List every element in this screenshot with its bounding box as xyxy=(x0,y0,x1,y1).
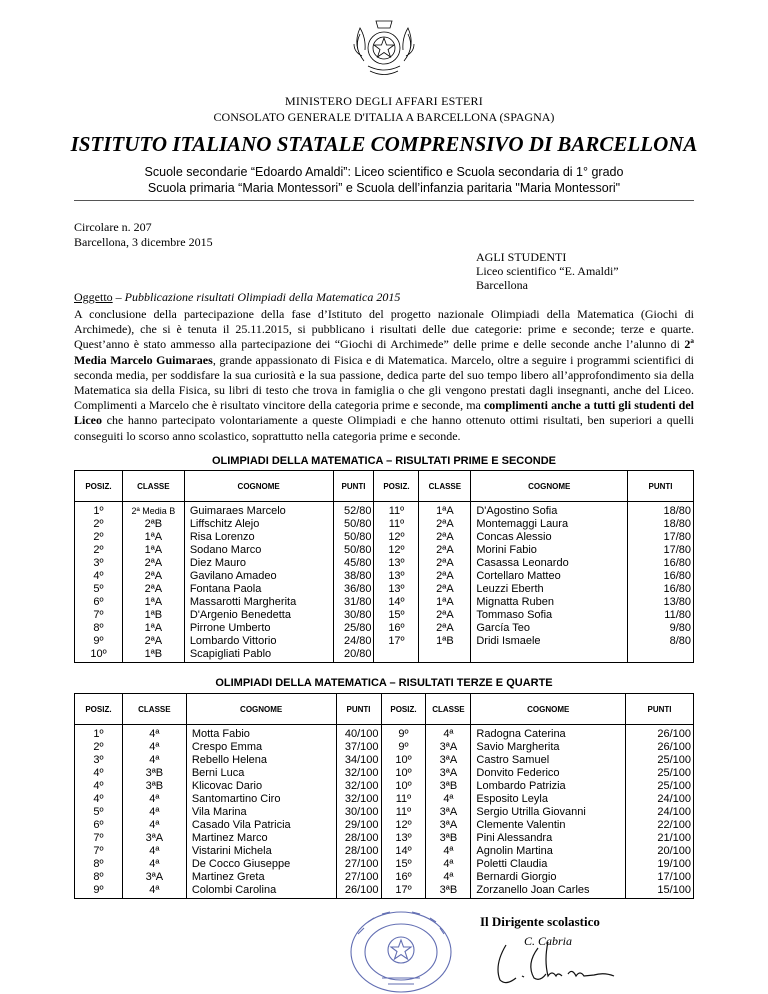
class-cell: 4ª xyxy=(122,884,186,899)
institute-title: ISTITUTO ITALIANO STATALE COMPRENSIVO DI BARCELLONA xyxy=(70,132,698,156)
name-cell: Motta Fabio xyxy=(186,725,336,742)
class-cell: 1ªA xyxy=(122,544,184,557)
class-cell: 2ªA xyxy=(122,583,184,596)
score-cell: 30/100 xyxy=(336,806,381,819)
name-cell: Lombardo Vittorio xyxy=(184,635,333,648)
class-cell: 1ªA xyxy=(419,596,471,609)
recipient-line-1: AGLI STUDENTI xyxy=(476,250,567,264)
name-cell: Guimaraes Marcelo xyxy=(184,502,333,519)
body-bold-1: 2ª Media Marcelo Guimaraes xyxy=(74,337,694,367)
score-cell: 18/80 xyxy=(628,518,694,531)
class-cell: 3ªA xyxy=(426,767,471,780)
column-header: PUNTI xyxy=(626,694,694,725)
name-cell: Pini Alessandra xyxy=(471,832,626,845)
republic-emblem-icon xyxy=(334,16,434,86)
class-cell: 2ªA xyxy=(122,635,184,648)
name-cell: Montemaggi Laura xyxy=(471,518,628,531)
score-cell: 25/80 xyxy=(333,622,374,635)
position-cell: 2º xyxy=(75,531,123,544)
table-row xyxy=(75,609,694,622)
header-divider xyxy=(74,200,694,201)
class-cell: 3ªA xyxy=(122,832,186,845)
score-cell: 45/80 xyxy=(333,557,374,570)
score-cell: 32/100 xyxy=(336,793,381,806)
column-header: COGNOME xyxy=(184,471,333,502)
position-cell: 7º xyxy=(75,845,123,858)
name-cell: García Teo xyxy=(471,622,628,635)
position-cell: 4º xyxy=(75,793,123,806)
position-cell: 9º xyxy=(381,741,426,754)
score-cell: 40/100 xyxy=(336,725,381,742)
score-cell: 30/80 xyxy=(333,609,374,622)
table-row xyxy=(75,780,694,793)
score-cell: 26/100 xyxy=(336,884,381,899)
name-cell: Crespo Emma xyxy=(186,741,336,754)
class-cell: 2ªA xyxy=(419,609,471,622)
position-cell: 14º xyxy=(381,845,426,858)
schools-subtitle-2: Scuola primaria “Maria Montessori” e Scuola dell’infanzia paritaria "Maria Montessori" xyxy=(147,181,621,195)
name-cell: Morini Fabio xyxy=(471,544,628,557)
score-cell: 24/100 xyxy=(626,793,694,806)
position-cell: 11º xyxy=(374,518,419,531)
class-cell: 4ª xyxy=(122,845,186,858)
position-cell: 10º xyxy=(381,780,426,793)
subject-text: – Pubblicazione risultati Olimpiadi della Matematica 2015 xyxy=(112,290,401,304)
position-cell: 5º xyxy=(75,583,123,596)
table-row xyxy=(75,741,694,754)
score-cell: 32/100 xyxy=(336,780,381,793)
score-cell: 31/80 xyxy=(333,596,374,609)
table1-title: OLIMPIADI DELLA MATEMATICA – RISULTATI PRIME E SECONDE xyxy=(211,455,557,467)
class-cell: 2ªA xyxy=(419,557,471,570)
score-cell: 50/80 xyxy=(333,544,374,557)
class-cell: 2ª Media B xyxy=(122,502,184,519)
table-row xyxy=(75,518,694,531)
name-cell: Zorzanello Joan Carles xyxy=(471,884,626,899)
score-cell: 24/100 xyxy=(626,806,694,819)
class-cell: 4ª xyxy=(122,806,186,819)
table-row xyxy=(75,725,694,742)
name-cell: Cortellaro Matteo xyxy=(471,570,628,583)
score-cell: 50/80 xyxy=(333,518,374,531)
score-cell: 16/80 xyxy=(628,557,694,570)
name-cell: Leuzzi Eberth xyxy=(471,583,628,596)
score-cell: 16/80 xyxy=(628,570,694,583)
name-cell: Scapigliati Pablo xyxy=(184,648,333,663)
school-stamp-icon xyxy=(342,904,460,994)
position-cell: 6º xyxy=(75,819,123,832)
score-cell: 25/100 xyxy=(626,754,694,767)
position-cell: 1º xyxy=(75,725,123,742)
class-cell: 3ªB xyxy=(426,780,471,793)
name-cell: Santomartino Ciro xyxy=(186,793,336,806)
score-cell: 17/80 xyxy=(628,531,694,544)
score-cell: 25/100 xyxy=(626,767,694,780)
table-row xyxy=(75,570,694,583)
class-cell: 2ªB xyxy=(122,518,184,531)
column-header: PUNTI xyxy=(628,471,694,502)
column-header: PUNTI xyxy=(336,694,381,725)
position-cell: 1º xyxy=(75,502,123,519)
position-cell: 13º xyxy=(374,570,419,583)
name-cell: Lombardo Patrizia xyxy=(471,780,626,793)
name-cell: Rebello Helena xyxy=(186,754,336,767)
score-cell: 18/80 xyxy=(628,502,694,519)
score-cell: 52/80 xyxy=(333,502,374,519)
position-cell: 17º xyxy=(374,635,419,648)
recipient-line-2: Liceo scientifico “E. Amaldi” xyxy=(476,264,619,278)
score-cell xyxy=(628,648,694,663)
name-cell: Esposito Leyla xyxy=(471,793,626,806)
name-cell: Radogna Caterina xyxy=(471,725,626,742)
position-cell: 11º xyxy=(381,793,426,806)
class-cell: 4ª xyxy=(122,725,186,742)
position-cell: 8º xyxy=(75,858,123,871)
position-cell: 10º xyxy=(75,648,123,663)
class-cell: 4ª xyxy=(426,871,471,884)
score-cell: 27/100 xyxy=(336,858,381,871)
name-cell: Casado Vila Patricia xyxy=(186,819,336,832)
name-cell: Agnolin Martina xyxy=(471,845,626,858)
class-cell: 4ª xyxy=(122,858,186,871)
circular-date: Barcellona, 3 dicembre 2015 xyxy=(74,235,213,249)
class-cell: 1ªA xyxy=(122,596,184,609)
score-cell: 36/80 xyxy=(333,583,374,596)
name-cell: Tommaso Sofia xyxy=(471,609,628,622)
class-cell: 1ªB xyxy=(122,648,184,663)
table-row xyxy=(75,596,694,609)
subject-label: Oggetto xyxy=(74,290,113,304)
column-header: POSIZ. xyxy=(374,471,419,502)
score-cell: 28/100 xyxy=(336,832,381,845)
score-cell: 29/100 xyxy=(336,819,381,832)
name-cell: Sergio Utrilla Giovanni xyxy=(471,806,626,819)
name-cell: Diez Mauro xyxy=(184,557,333,570)
recipient-line-3: Barcellona xyxy=(476,278,528,292)
class-cell: 3ªB xyxy=(426,832,471,845)
body-bold-2: complimenti anche a tutti gli studenti del Liceo xyxy=(74,398,694,428)
table-row xyxy=(75,793,694,806)
name-cell: Donvito Federico xyxy=(471,767,626,780)
table-row xyxy=(75,502,694,519)
table-row xyxy=(75,544,694,557)
circular-body xyxy=(74,307,694,444)
score-cell: 13/80 xyxy=(628,596,694,609)
column-header: POSIZ. xyxy=(75,694,123,725)
position-cell: 4º xyxy=(75,570,123,583)
position-cell: 10º xyxy=(381,754,426,767)
handwritten-signature-icon xyxy=(486,930,636,990)
class-cell: 3ªA xyxy=(426,754,471,767)
results-table-terze-quarte xyxy=(74,693,694,899)
position-cell: 12º xyxy=(374,531,419,544)
column-header: CLASSE xyxy=(122,694,186,725)
score-cell: 17/80 xyxy=(628,544,694,557)
score-cell: 24/80 xyxy=(333,635,374,648)
name-cell: Risa Lorenzo xyxy=(184,531,333,544)
class-cell: 4ª xyxy=(122,793,186,806)
position-cell: 8º xyxy=(75,871,123,884)
name-cell: D'Agostino Sofia xyxy=(471,502,628,519)
class-cell: 1ªB xyxy=(122,609,184,622)
column-header: COGNOME xyxy=(471,471,628,502)
score-cell: 20/100 xyxy=(626,845,694,858)
name-cell: Concas Alessio xyxy=(471,531,628,544)
position-cell: 14º xyxy=(374,596,419,609)
name-cell: Liffschitz Alejo xyxy=(184,518,333,531)
class-cell: 4ª xyxy=(122,741,186,754)
name-cell: Klicovac Dario xyxy=(186,780,336,793)
column-header: CLASSE xyxy=(122,471,184,502)
table-row xyxy=(75,884,694,899)
score-cell: 25/100 xyxy=(626,780,694,793)
circular-number: Circolare n. 207 xyxy=(74,220,152,234)
name-cell: Castro Samuel xyxy=(471,754,626,767)
score-cell: 19/100 xyxy=(626,858,694,871)
name-cell: Fontana Paola xyxy=(184,583,333,596)
position-cell: 9º xyxy=(75,884,123,899)
table-header-row xyxy=(75,471,694,502)
score-cell: 15/100 xyxy=(626,884,694,899)
class-cell: 4ª xyxy=(122,754,186,767)
class-cell: 2ªA xyxy=(419,622,471,635)
position-cell: 8º xyxy=(75,622,123,635)
position-cell: 3º xyxy=(75,557,123,570)
name-cell: Vila Marina xyxy=(186,806,336,819)
table-row xyxy=(75,845,694,858)
position-cell: 2º xyxy=(75,741,123,754)
name-cell xyxy=(471,648,628,663)
class-cell: 1ªA xyxy=(419,502,471,519)
class-cell: 3ªA xyxy=(426,819,471,832)
table-row xyxy=(75,648,694,663)
name-cell: Martinez Marco xyxy=(186,832,336,845)
class-cell: 2ªA xyxy=(419,570,471,583)
score-cell: 38/80 xyxy=(333,570,374,583)
ministry-heading: MINISTERO DEGLI AFFARI ESTERI xyxy=(285,94,483,108)
position-cell: 9º xyxy=(381,725,426,742)
position-cell: 17º xyxy=(381,884,426,899)
class-cell: 3ªB xyxy=(122,767,186,780)
name-cell: Berni Luca xyxy=(186,767,336,780)
results-table-prime-seconde xyxy=(74,470,694,663)
score-cell: 16/80 xyxy=(628,583,694,596)
score-cell: 28/100 xyxy=(336,845,381,858)
position-cell: 3º xyxy=(75,754,123,767)
name-cell: Massarotti Margherita xyxy=(184,596,333,609)
name-cell: Dridi Ismaele xyxy=(471,635,628,648)
class-cell: 4ª xyxy=(426,793,471,806)
position-cell: 15º xyxy=(381,858,426,871)
class-cell: 4ª xyxy=(426,725,471,742)
column-header: COGNOME xyxy=(471,694,626,725)
score-cell: 26/100 xyxy=(626,741,694,754)
subject-line xyxy=(74,290,400,305)
name-cell: Martinez Greta xyxy=(186,871,336,884)
position-cell: 12º xyxy=(374,544,419,557)
position-cell: 13º xyxy=(381,832,426,845)
position-cell: 12º xyxy=(381,819,426,832)
score-cell: 32/100 xyxy=(336,767,381,780)
class-cell: 1ªA xyxy=(122,531,184,544)
score-cell: 34/100 xyxy=(336,754,381,767)
position-cell xyxy=(374,648,419,663)
class-cell: 3ªA xyxy=(122,871,186,884)
name-cell: Mignatta Ruben xyxy=(471,596,628,609)
score-cell: 27/100 xyxy=(336,871,381,884)
score-cell: 21/100 xyxy=(626,832,694,845)
class-cell xyxy=(419,648,471,663)
class-cell: 3ªB xyxy=(426,884,471,899)
name-cell: D'Argenio Benedetta xyxy=(184,609,333,622)
column-header: CLASSE xyxy=(426,694,471,725)
signatory-name: C. Cabria xyxy=(524,934,573,948)
table-row xyxy=(75,819,694,832)
name-cell: Savio Margherita xyxy=(471,741,626,754)
name-cell: Poletti Claudia xyxy=(471,858,626,871)
position-cell: 4º xyxy=(75,767,123,780)
table-row xyxy=(75,806,694,819)
name-cell: Gavilano Amadeo xyxy=(184,570,333,583)
table-row xyxy=(75,622,694,635)
class-cell: 2ªA xyxy=(419,583,471,596)
score-cell: 37/100 xyxy=(336,741,381,754)
table-header-row xyxy=(75,694,694,725)
table-row xyxy=(75,754,694,767)
name-cell: Sodano Marco xyxy=(184,544,333,557)
position-cell: 13º xyxy=(374,583,419,596)
score-cell: 17/100 xyxy=(626,871,694,884)
class-cell: 1ªA xyxy=(122,622,184,635)
table-row xyxy=(75,832,694,845)
position-cell: 7º xyxy=(75,832,123,845)
body-text-3: che hanno partecipato volontariamente a queste Olimpiadi e che hanno ottenuto ottimi risultati, ben superiori a quelli conseguiti lo scorso anno scolastico, soprattutto nella categoria prime e seconde. xyxy=(74,413,694,443)
table-row xyxy=(75,635,694,648)
name-cell: De Cocco Giuseppe xyxy=(186,858,336,871)
class-cell: 4ª xyxy=(426,858,471,871)
table2-title: OLIMPIADI DELLA MATEMATICA – RISULTATI TERZE E QUARTE xyxy=(215,677,553,689)
table-row xyxy=(75,583,694,596)
name-cell: Casassa Leonardo xyxy=(471,557,628,570)
score-cell: 9/80 xyxy=(628,622,694,635)
signatory-title: Il Dirigente scolastico xyxy=(480,914,600,929)
score-cell: 20/80 xyxy=(333,648,374,663)
score-cell: 22/100 xyxy=(626,819,694,832)
position-cell: 13º xyxy=(374,557,419,570)
position-cell: 16º xyxy=(381,871,426,884)
class-cell: 2ªA xyxy=(419,531,471,544)
class-cell: 3ªA xyxy=(426,806,471,819)
name-cell: Vistarini Michela xyxy=(186,845,336,858)
column-header: COGNOME xyxy=(186,694,336,725)
column-header: CLASSE xyxy=(419,471,471,502)
position-cell: 7º xyxy=(75,609,123,622)
class-cell: 3ªA xyxy=(426,741,471,754)
position-cell: 11º xyxy=(381,806,426,819)
table-row xyxy=(75,767,694,780)
class-cell: 2ªA xyxy=(419,544,471,557)
class-cell: 1ªB xyxy=(419,635,471,648)
position-cell: 10º xyxy=(381,767,426,780)
table-row xyxy=(75,531,694,544)
position-cell: 16º xyxy=(374,622,419,635)
score-cell: 8/80 xyxy=(628,635,694,648)
class-cell: 4ª xyxy=(426,845,471,858)
class-cell: 2ªA xyxy=(419,518,471,531)
position-cell: 2º xyxy=(75,544,123,557)
schools-subtitle-1: Scuole secondarie “Edoardo Amaldi”: Liceo scientifico e Scuola secondaria di 1° grado xyxy=(144,165,624,179)
position-cell: 4º xyxy=(75,780,123,793)
column-header: POSIZ. xyxy=(381,694,426,725)
consulate-heading: CONSOLATO GENERALE D'ITALIA A BARCELLONA (SPAGNA) xyxy=(213,110,555,124)
score-cell: 26/100 xyxy=(626,725,694,742)
position-cell: 15º xyxy=(374,609,419,622)
class-cell: 4ª xyxy=(122,819,186,832)
class-cell: 2ªA xyxy=(122,557,184,570)
score-cell: 11/80 xyxy=(628,609,694,622)
body-text-1: A conclusione della partecipazione della fase d’Istituto del progetto nazionale Olimpiadi della Matematica (Giochi di Archimede), che si è tenuta il 25.11.2015, si pubblicano i risultati delle due categorie: prime e seconde; terze e quarte. Quest’anno è stato ammesso alla partecipazione dei “Giochi di Archimede” delle prime e delle seconde anche l’alunno di xyxy=(74,307,694,352)
position-cell: 11º xyxy=(374,502,419,519)
body-text-2: , grande appassionato di Fisica e di Matematica. Marcelo, oltre a seguire i programmi scientifici di seconda media, per soddisfare la sua curiosità e la sua passione, dedica parte del suo tempo libero all’approfondimento sia della Matematica sia della Fisica, su libri di testo che trova in famiglia o che gli vengono prestati dagli insegnanti, anche del Liceo. Complimenti a Marcelo che è risultato vincitore della categoria prime e seconde, ma xyxy=(74,352,694,413)
name-cell: Pirrone Umberto xyxy=(184,622,333,635)
name-cell: Clemente Valentin xyxy=(471,819,626,832)
class-cell: 3ªB xyxy=(122,780,186,793)
table-row xyxy=(75,557,694,570)
column-header: POSIZ. xyxy=(75,471,123,502)
column-header: PUNTI xyxy=(333,471,374,502)
name-cell: Colombi Carolina xyxy=(186,884,336,899)
score-cell: 50/80 xyxy=(333,531,374,544)
name-cell: Bernardi Giorgio xyxy=(471,871,626,884)
position-cell: 5º xyxy=(75,806,123,819)
class-cell: 2ªA xyxy=(122,570,184,583)
position-cell: 9º xyxy=(75,635,123,648)
table-row xyxy=(75,871,694,884)
position-cell: 2º xyxy=(75,518,123,531)
table-row xyxy=(75,858,694,871)
position-cell: 6º xyxy=(75,596,123,609)
